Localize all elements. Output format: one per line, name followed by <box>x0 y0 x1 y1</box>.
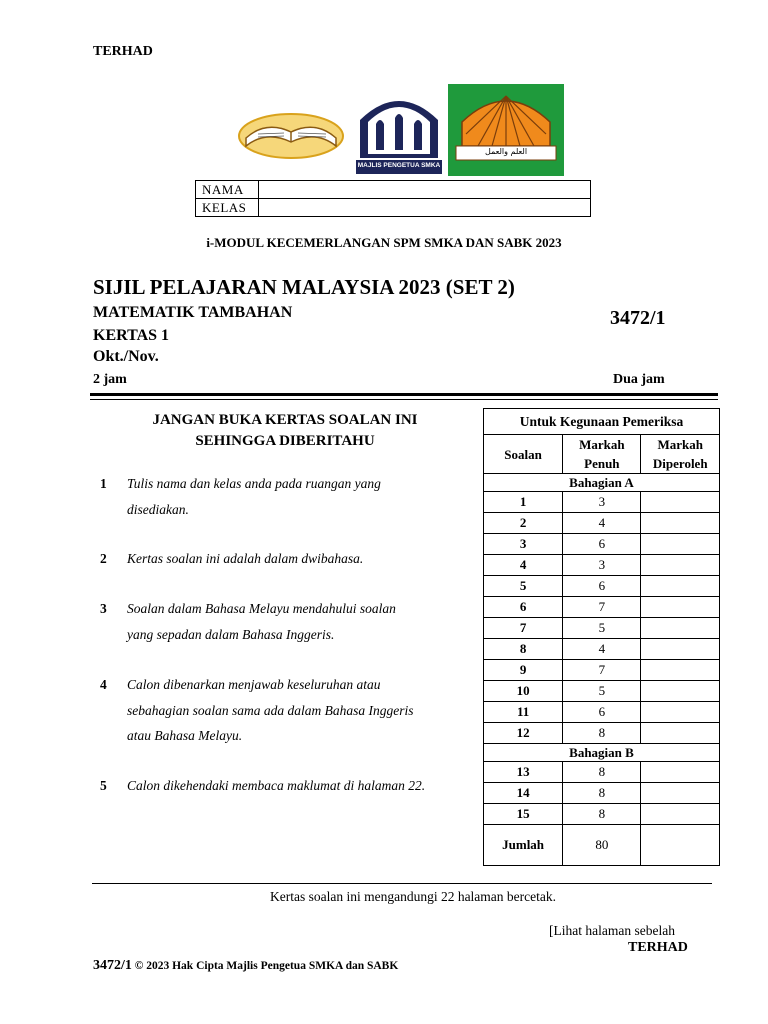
question-number: 15 <box>484 804 563 825</box>
marks-row <box>484 723 720 744</box>
total-label: Jumlah <box>484 825 563 866</box>
full-marks: 6 <box>563 702 641 723</box>
sabk-logo-text: العلم والعمل <box>484 147 528 156</box>
section-a-rows <box>484 492 720 744</box>
instruction-item <box>100 471 475 523</box>
question-number: 10 <box>484 681 563 702</box>
marks-obtained-field[interactable] <box>641 576 720 597</box>
instruction-number: 4 <box>100 677 107 692</box>
full-marks: 3 <box>563 492 641 513</box>
marks-obtained-field[interactable] <box>641 762 720 783</box>
marks-row <box>484 513 720 534</box>
question-number: 8 <box>484 639 563 660</box>
question-number: 4 <box>484 555 563 576</box>
warning-line-2: SEHINGGA DIBERITAHU <box>195 433 375 449</box>
marks-obtained-field[interactable] <box>641 660 720 681</box>
total-row <box>484 825 720 866</box>
class-row <box>196 199 591 217</box>
marks-row <box>484 534 720 555</box>
section-a-header: Bahagian A <box>484 474 720 492</box>
full-marks: 6 <box>563 576 641 597</box>
total-marks-obtained-field[interactable] <box>641 825 720 866</box>
dome-arch-logo-icon <box>448 84 564 176</box>
page-count-note: Kertas soalan ini mengandungi 22 halaman bercetak. <box>269 889 557 904</box>
module-title: i-MODUL KECEMERLANGAN SPM SMKA DAN SABK 2023 <box>206 235 562 250</box>
instruction-text <box>127 546 477 572</box>
majlis-pengetua-logo <box>354 88 444 176</box>
question-number: 3 <box>484 534 563 555</box>
marks-row <box>484 576 720 597</box>
instruction-text <box>127 471 477 522</box>
classification-bottom: TERHAD <box>628 940 688 955</box>
column-header-question: Soalan <box>484 435 563 474</box>
name-label: NAMA <box>196 181 259 199</box>
marks-row <box>484 660 720 681</box>
header-divider-thick <box>90 393 718 396</box>
full-marks: 7 <box>563 597 641 618</box>
question-number: 12 <box>484 723 563 744</box>
open-book-logo-icon <box>236 106 346 160</box>
full-marks: 8 <box>563 804 641 825</box>
marks-obtained-field[interactable] <box>641 702 720 723</box>
question-number: 2 <box>484 513 563 534</box>
full-marks: 6 <box>563 534 641 555</box>
marks-obtained-field[interactable] <box>641 492 720 513</box>
examiner-table-title: Untuk Kegunaan Pemeriksa <box>484 409 720 435</box>
see-next-page-note: [Lihat halaman sebelah <box>549 923 675 938</box>
instruction-line: Kertas soalan ini adalah dalam dwibahasa. <box>127 551 364 566</box>
footer-divider <box>92 883 712 884</box>
question-number: 1 <box>484 492 563 513</box>
marks-obtained-field[interactable] <box>641 681 720 702</box>
sabk-logo <box>448 84 564 176</box>
question-number: 11 <box>484 702 563 723</box>
column-header-full-marks: Markah Penuh <box>563 435 641 474</box>
name-class-box <box>195 180 591 217</box>
majlis-logo-text: MAJLIS PENGETUA SMKA <box>357 162 441 169</box>
name-row <box>196 181 591 199</box>
total-full-marks: 80 <box>563 825 641 866</box>
instruction-text <box>127 773 477 799</box>
marks-obtained-field[interactable] <box>641 804 720 825</box>
full-marks: 8 <box>563 783 641 804</box>
question-number: 5 <box>484 576 563 597</box>
marks-row <box>484 681 720 702</box>
question-number: 13 <box>484 762 563 783</box>
marks-obtained-field[interactable] <box>641 555 720 576</box>
header-divider-thin <box>90 399 718 400</box>
examiner-marks-table <box>483 408 720 866</box>
paper-code: 3472/1 <box>610 307 666 329</box>
question-number: 7 <box>484 618 563 639</box>
full-marks: 8 <box>563 723 641 744</box>
instruction-line: Tulis nama dan kelas anda pada ruangan yang <box>127 476 381 491</box>
marks-row <box>484 555 720 576</box>
logo-group <box>236 84 564 176</box>
full-marks: 3 <box>563 555 641 576</box>
exam-title: SIJIL PELAJARAN MALAYSIA 2023 (SET 2) <box>93 275 515 299</box>
marks-obtained-field[interactable] <box>641 618 720 639</box>
column-header-marks-obtained: Markah Diperoleh <box>641 435 720 474</box>
instruction-line: disediakan. <box>127 501 189 517</box>
question-number: 9 <box>484 660 563 681</box>
full-marks: 4 <box>563 513 641 534</box>
marks-row <box>484 762 720 783</box>
instruction-line: sebahagian soalan sama ada dalam Bahasa Inggeris <box>127 702 414 718</box>
section-b-header: Bahagian B <box>484 744 720 762</box>
marks-row <box>484 783 720 804</box>
marks-row <box>484 639 720 660</box>
marks-row <box>484 804 720 825</box>
question-number: 6 <box>484 597 563 618</box>
full-marks: 7 <box>563 660 641 681</box>
full-marks: 4 <box>563 639 641 660</box>
marks-row <box>484 702 720 723</box>
full-marks: 5 <box>563 681 641 702</box>
paper-number: KERTAS 1 <box>93 327 170 344</box>
instruction-line: Calon dibenarkan menjawab keseluruhan atau <box>127 677 381 692</box>
instruction-line: Soalan dalam Bahasa Melayu mendahului soalan <box>127 601 396 616</box>
marks-row <box>484 618 720 639</box>
instruction-text <box>127 596 477 647</box>
instruction-number: 3 <box>100 601 107 616</box>
instruction-number: 2 <box>100 551 107 566</box>
instruction-line: Calon dikehendaki membaca maklumat di halaman 22. <box>127 778 426 793</box>
warning-line-1: JANGAN BUKA KERTAS SOALAN INI <box>152 412 418 428</box>
full-marks: 8 <box>563 762 641 783</box>
marks-row <box>484 597 720 618</box>
question-number: 14 <box>484 783 563 804</box>
class-label: KELAS <box>196 199 259 217</box>
instruction-number: 1 <box>100 476 107 491</box>
name-field[interactable] <box>259 181 591 199</box>
marks-obtained-field[interactable] <box>641 783 720 804</box>
subject-name: MATEMATIK TAMBAHAN <box>93 304 293 321</box>
instruction-text <box>127 672 477 749</box>
marks-obtained-field[interactable] <box>641 534 720 555</box>
section-b-rows <box>484 762 720 825</box>
marks-obtained-field[interactable] <box>641 639 720 660</box>
do-not-open-warning <box>120 410 450 452</box>
footer-paper-code: 3472/1 <box>93 958 132 973</box>
marks-row <box>484 492 720 513</box>
duration-long: Dua jam <box>613 372 665 387</box>
full-marks: 5 <box>563 618 641 639</box>
duration-short: 2 jam <box>93 372 127 387</box>
classification-top: TERHAD <box>93 44 153 59</box>
copyright-line <box>93 958 398 974</box>
marks-obtained-field[interactable] <box>641 723 720 744</box>
copyright-text: © 2023 Hak Cipta Majlis Pengetua SMKA dan SABK <box>131 960 399 972</box>
instruction-number: 5 <box>100 778 107 793</box>
instruction-line: yang sepadan dalam Bahasa Inggeris. <box>127 626 335 642</box>
instruction-line: atau Bahasa Melayu. <box>127 728 243 743</box>
marks-obtained-field[interactable] <box>641 513 720 534</box>
exam-month: Okt./Nov. <box>93 348 159 365</box>
class-field[interactable] <box>259 199 591 217</box>
marks-obtained-field[interactable] <box>641 597 720 618</box>
